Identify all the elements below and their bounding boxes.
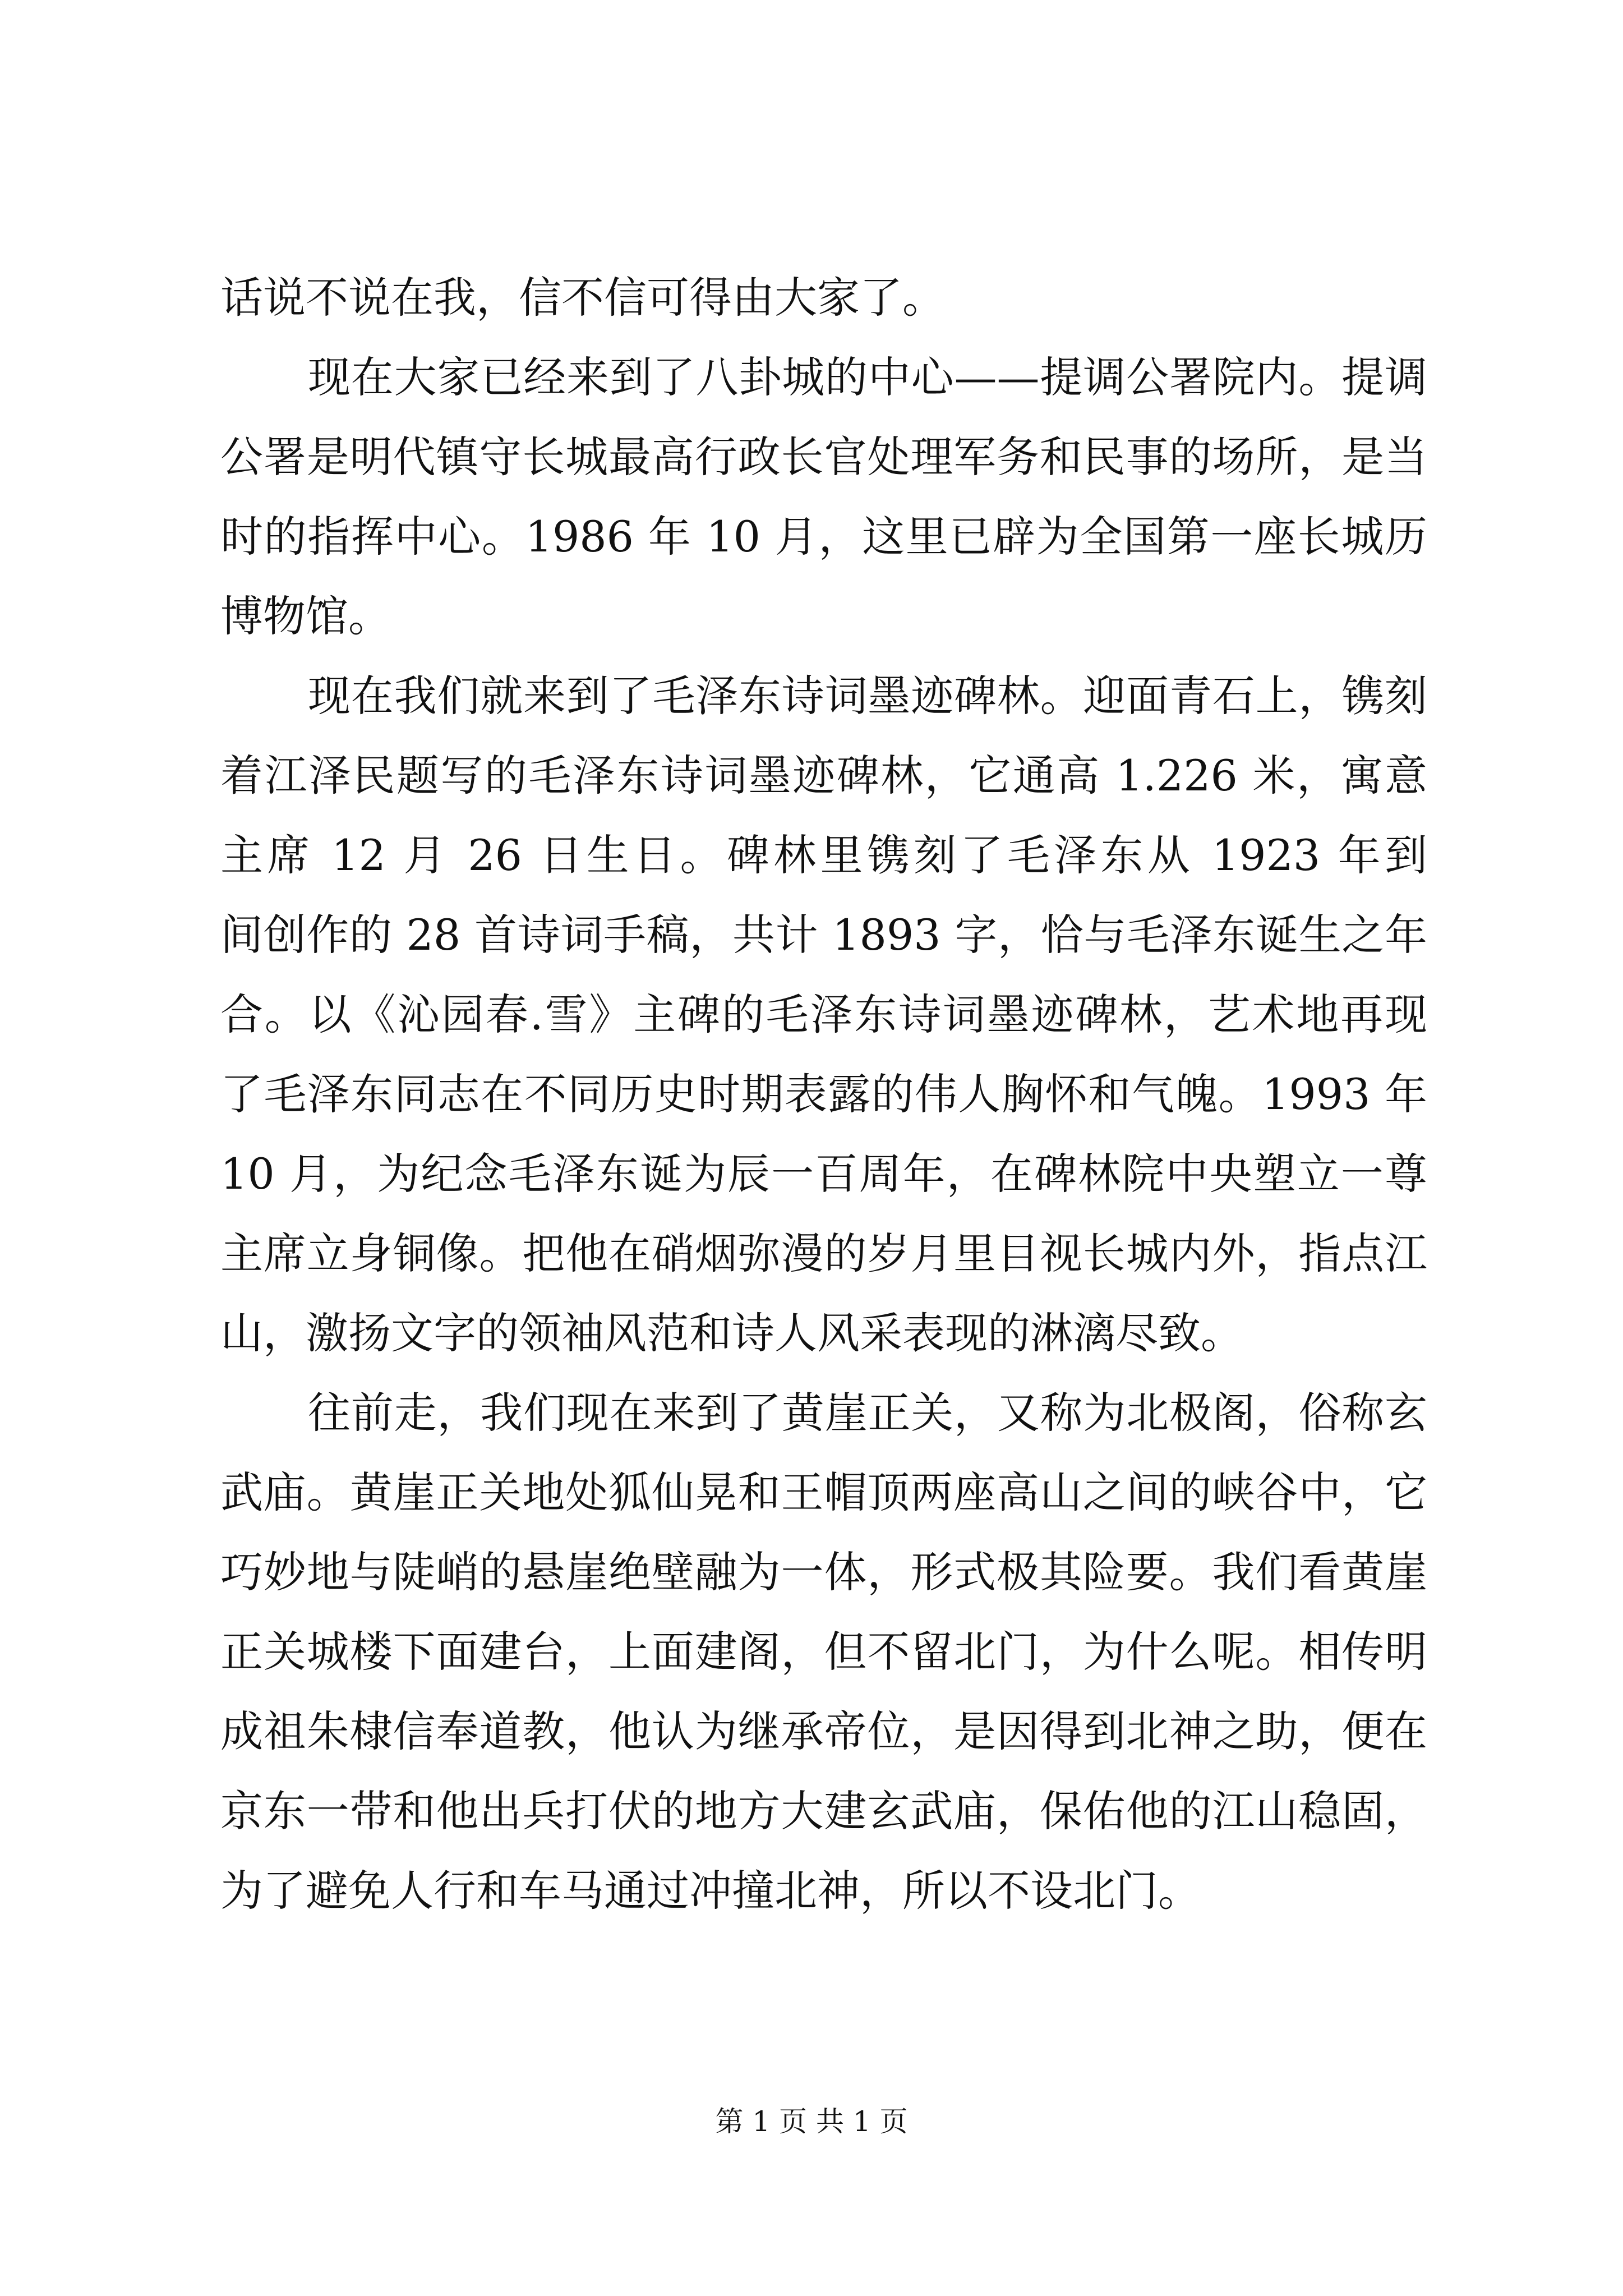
- text-line: 着江泽民题写的毛泽东诗词墨迹碑林，它通高 1.226 米，寓意: [220, 751, 1427, 800]
- text-line: 京东一带和他出兵打伏的地方大建玄武庙，保佑他的江山稳固，: [220, 1786, 1427, 1836]
- text-line: 合。以《沁园春.雪》主碑的毛泽东诗词墨迹碑林，艺术地再现: [220, 990, 1427, 1039]
- text-line: 公署是明代镇守长城最高行政长官处理军务和民事的场所，是当: [220, 432, 1427, 482]
- text-line: 为了避免人行和车马通过冲撞北神，所以不设北门。: [220, 1866, 1201, 1916]
- text-line: 10 月，为纪念毛泽东诞为辰一百周年，在碑林院中央塑立一尊: [220, 1149, 1427, 1199]
- text-line: 山，激扬文字的领袖风范和诗人风采表现的淋漓尽致。: [220, 1308, 1243, 1358]
- text-line: 博物馆。: [220, 591, 391, 641]
- text-line: 成祖朱棣信奉道教，他认为继承帝位，是因得到北神之助，便在: [220, 1706, 1427, 1756]
- text-line: 正关城楼下面建台，上面建阁，但不留北门，为什么呢。相传明: [220, 1627, 1427, 1677]
- page-number-label: 第 1 页 共 1 页: [715, 2105, 908, 2138]
- body-text: [220, 258, 1427, 1931]
- text-line: 武庙。黄崖正关地处狐仙晃和王帽顶两座高山之间的峡谷中，它: [220, 1467, 1427, 1517]
- text-line: 话说不说在我，信不信可得由大家了。: [220, 273, 945, 323]
- page-footer: [0, 2105, 1623, 2138]
- text-line: 巧妙地与陡峭的悬崖绝壁融为一体，形式极其险要。我们看黄崖: [220, 1547, 1427, 1597]
- text-line: 主席立身铜像。把他在硝烟弥漫的岁月里目视长城内外，指点江: [220, 1228, 1427, 1278]
- text-line: 主席 12 月 26 日生日。碑林里镌刻了毛泽东从 1923 年到: [220, 830, 1427, 880]
- text-line: 间创作的 28 首诗词手稿，共计 1893 字，恰与毛泽东诞生之年: [220, 910, 1427, 960]
- text-line: 现在我们就来到了毛泽东诗词墨迹碑林。迎面青石上，镌刻: [308, 671, 1427, 721]
- text-line: 时的指挥中心。1986 年 10 月，这里已辟为全国第一座长城历: [220, 512, 1427, 562]
- text-line: 往前走，我们现在来到了黄崖正关，又称为北极阁，俗称玄: [308, 1388, 1427, 1438]
- text-line: 了毛泽东同志在不同历史时期表露的伟人胸怀和气魄。1993 年: [220, 1069, 1427, 1119]
- text-line: 现在大家已经来到了八卦城的中心——提调公署院内。提调: [308, 352, 1427, 402]
